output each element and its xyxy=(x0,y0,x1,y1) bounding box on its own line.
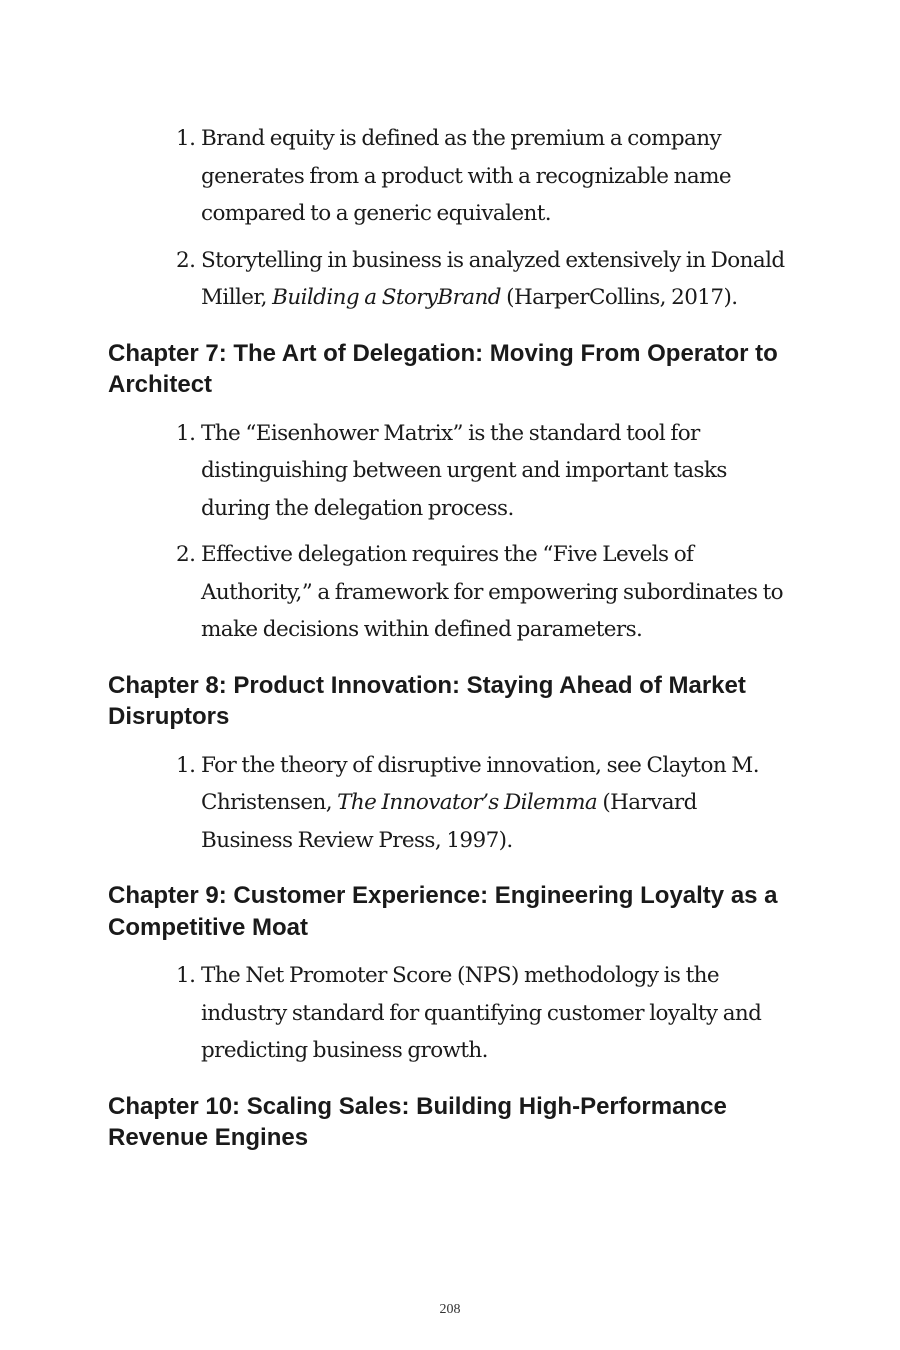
endnote-item xyxy=(176,242,788,317)
chapter-heading-8: Chapter 8: Product Innovation: Staying Ahead of Market Disruptors xyxy=(108,671,746,730)
endnote-number: 1. xyxy=(176,126,196,151)
endnotes-content xyxy=(108,120,788,1154)
endnote-text xyxy=(201,753,759,853)
page-number: 208 xyxy=(439,1302,461,1317)
endnote-text xyxy=(201,248,785,311)
endnote-text-part: Storytelling in business is analyzed extensively in Donald Miller, xyxy=(201,247,785,310)
endnote-item xyxy=(176,536,788,649)
endnotes-list-chapter-6 xyxy=(108,120,788,317)
book-title: The Innovator’s Dilemma xyxy=(337,790,598,815)
book-title: Building a StoryBrand xyxy=(272,285,501,310)
endnote-text-part: (Harvard Business Review Press, 1997). xyxy=(201,790,697,853)
chapter-heading-10: Chapter 10: Scaling Sales: Building High-Performance Revenue Engines xyxy=(108,1092,727,1151)
endnote-text: Effective delegation requires the “Five Levels of Authority,” a framework for empowering subordinates to make decisions within defined parameters. xyxy=(201,542,783,642)
endnote-text-part: For the theory of disruptive innovation, see Clayton M. Christensen, xyxy=(201,752,759,815)
chapter-heading-9: Chapter 9: Customer Experience: Engineering Loyalty as a Competitive Moat xyxy=(108,882,778,941)
endnote-text: Brand equity is defined as the premium a company generates from a product with a recognizable name compared to a generic equivalent. xyxy=(201,126,731,226)
endnote-number: 1. xyxy=(176,963,196,988)
endnote-text-part: (HarperCollins, 2017). xyxy=(500,285,738,310)
endnote-number: 1. xyxy=(176,420,196,446)
endnote-item xyxy=(176,747,788,860)
endnote-number: 2. xyxy=(176,247,196,273)
endnote-item xyxy=(176,120,788,233)
endnote-item xyxy=(176,415,788,528)
endnotes-list-chapter-7 xyxy=(108,415,788,649)
endnotes-list-chapter-8 xyxy=(108,747,788,860)
endnote-number: 2. xyxy=(176,542,196,567)
endnote-item xyxy=(176,957,788,1070)
endnote-text: The Net Promoter Score (NPS) methodology is the industry standard for quantifying customer loyalty and predicting business growth. xyxy=(201,963,762,1063)
endnote-text: The “Eisenhower Matrix” is the standard tool for distinguishing between urgent and important tasks during the delegation process. xyxy=(201,420,727,521)
chapter-heading-7: Chapter 7: The Art of Delegation: Moving From Operator to Architect xyxy=(108,339,778,398)
endnote-number: 1. xyxy=(176,752,196,778)
endnotes-list-chapter-9 xyxy=(108,957,788,1070)
